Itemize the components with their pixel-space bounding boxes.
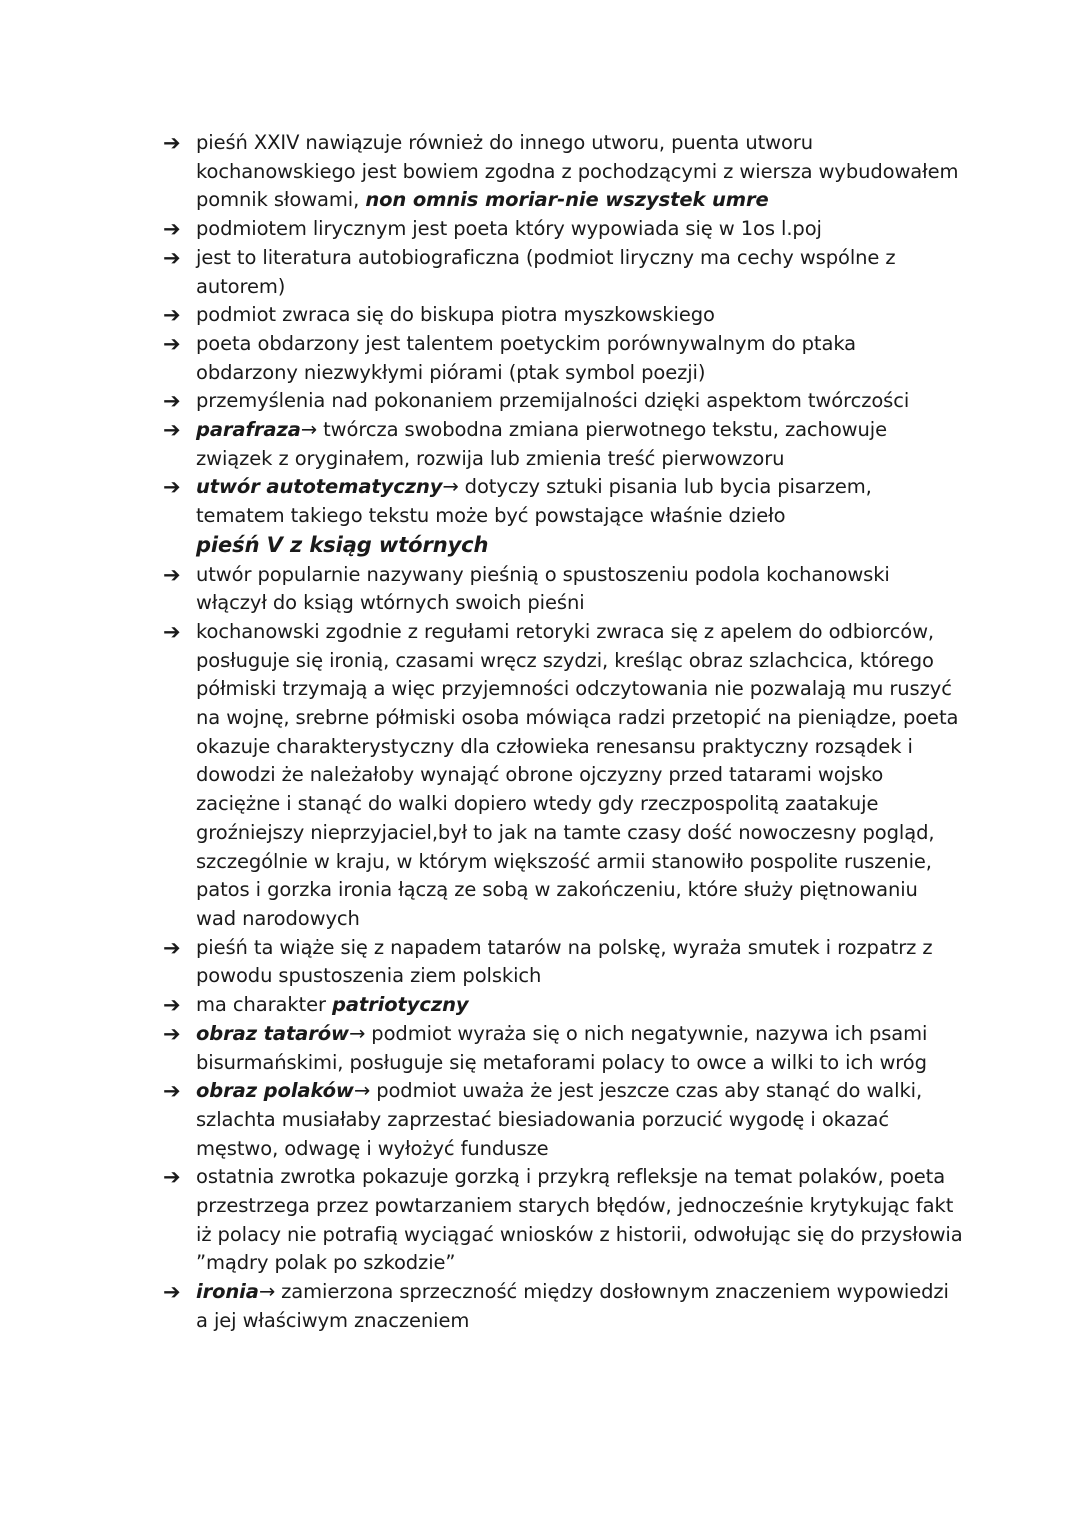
item-text: → podmiot wyraża się o nich negatywnie, nazywa ich psami bisurmańskimi, posługuje się metaforami polacy to owce a wilki to ich wróg bbox=[196, 1021, 928, 1074]
item-text: pieśń ta wiąże się z napadem tatarów na polskę, wyraża smutek i rozpatrz z powodu spustoszenia ziem polskich bbox=[196, 935, 933, 988]
notes-list bbox=[163, 129, 963, 1336]
bullet-item bbox=[163, 618, 963, 934]
arrow-bullet-icon: ➔ bbox=[163, 1021, 181, 1046]
bold-term: utwór autotematyczny bbox=[196, 475, 443, 499]
arrow-bullet-icon: ➔ bbox=[163, 1165, 181, 1190]
item-text: ostatnia zwrotka pokazuje gorzką i przykrą refleksje na temat polaków, poeta przestrzega przez powtarzaniem starych błędów, jednocześnie krytykując fakt iż polacy nie potrafią wyciągać wniosków z historii, odwołując się do przysłowia ”mądry polak po szkodzie” bbox=[196, 1165, 963, 1275]
bold-term: obraz tatarów bbox=[196, 1021, 349, 1045]
bold-term: ironia bbox=[196, 1280, 259, 1304]
item-text: jest to literatura autobiograficzna (podmiot liryczny ma cechy wspólne z autorem) bbox=[196, 245, 896, 298]
item-text: kochanowski zgodnie z regułami retoryki zwraca się z apelem do odbiorców, posługuje się ironią, czasami wręcz szydzi, kreśląc obraz szlachcica, którego półmiski trzymają a więc przyjemności odczytowania nie pozwalają mu ruszyć na wojnę, srebrne półmiski osoba mówiąca radzi przetopić na pieniądze, poeta okazuje charakterystyczny dla człowieka renesansu praktyczny rozsądek i dowodzi że należałoby wynająć obrone ojczyzny przed tatarami wojsko zaciężne i stanąć do walki dopiero wtedy gdy rzeczpospolitą zaatakuje groźniejszy nieprzyjaciel,był to jak na tamte czasy dość nowoczesny pogląd, szczególnie w kraju, w którym większość armii stanowiło pospolite ruszenie, patos i gorzka ironia łączą ze sobą w zakończeniu, które służy piętnowaniu wad narodowych bbox=[196, 619, 959, 930]
item-text: utwór popularnie nazywany pieśnią o spustoszeniu podola kochanowski włączył do ksiąg wtórnych swoich pieśni bbox=[196, 562, 890, 615]
item-text: poeta obdarzony jest talentem poetyckim porównywalnym do ptaka obdarzony niezwykłymi piórami (ptak symbol poezji) bbox=[196, 331, 857, 384]
bullet-item bbox=[163, 129, 963, 215]
arrow-bullet-icon: ➔ bbox=[163, 475, 181, 500]
bullet-item bbox=[163, 330, 963, 387]
bullet-item bbox=[163, 934, 963, 991]
item-text: → twórcza swobodna zmiana pierwotnego tekstu, zachowuje związek z oryginałem, rozwija lub zmienia treść pierwowzoru bbox=[196, 418, 887, 470]
item-text: ma charakter bbox=[196, 993, 332, 1017]
section-heading bbox=[163, 531, 963, 561]
arrow-bullet-icon: ➔ bbox=[163, 1079, 181, 1104]
bullet-item bbox=[163, 244, 963, 301]
arrow-bullet-icon: ➔ bbox=[163, 131, 181, 155]
item-text: → dotyczy sztuki pisania lub bycia pisarzem, tematem takiego tekstu może być powstające właśnie dzieło bbox=[196, 475, 872, 528]
bullet-item bbox=[163, 991, 963, 1020]
item-text: podmiot zwraca się do biskupa piotra myszkowskiego bbox=[196, 303, 715, 327]
bullet-item bbox=[163, 416, 963, 473]
bold-term: parafraza bbox=[196, 418, 301, 442]
arrow-bullet-icon: ➔ bbox=[163, 619, 181, 644]
arrow-bullet-icon: ➔ bbox=[163, 1280, 181, 1305]
arrow-bullet-icon: ➔ bbox=[163, 935, 181, 960]
item-text: → zamierzona sprzeczność między dosłownym znaczeniem wypowiedzi a jej właściwym znaczeniem bbox=[196, 1280, 949, 1332]
arrow-bullet-icon: ➔ bbox=[163, 303, 181, 328]
bullet-item bbox=[163, 561, 963, 618]
arrow-bullet-icon: ➔ bbox=[163, 389, 181, 414]
bullet-item bbox=[163, 387, 963, 416]
arrow-bullet-icon: ➔ bbox=[163, 331, 181, 356]
bold-term: non omnis moriar-nie wszystek umre bbox=[365, 188, 769, 212]
bullet-item bbox=[163, 1077, 963, 1163]
arrow-bullet-icon: ➔ bbox=[163, 562, 181, 587]
arrow-bullet-icon: ➔ bbox=[163, 217, 181, 242]
item-text: przemyślenia nad pokonaniem przemijalności dzięki aspektom twórczości bbox=[196, 389, 910, 413]
arrow-bullet-icon: ➔ bbox=[163, 418, 181, 443]
bold-term: patriotyczny bbox=[332, 993, 469, 1017]
bold-term: obraz polaków bbox=[196, 1079, 354, 1103]
item-text: pieśń XXIV nawiązuje również do innego utworu, puenta utworu kochanowskiego jest bowiem zgodna z pochodzącymi z wiersza wybudowałem pomnik słowami, bbox=[196, 131, 959, 212]
heading-text: pieśń V z ksiąg wtórnych bbox=[196, 532, 489, 557]
arrow-bullet-icon: ➔ bbox=[163, 245, 181, 270]
bullet-item bbox=[163, 1163, 963, 1278]
bullet-item bbox=[163, 1278, 963, 1335]
item-text: → podmiot uważa że jest jeszcze czas aby stanąć do walki, szlachta musiałaby zaprzestać biesiadowania porzucić wygodę i okazać męstwo, odwagę i wyłożyć fundusze bbox=[196, 1079, 923, 1160]
arrow-bullet-icon: ➔ bbox=[163, 993, 181, 1018]
bullet-item bbox=[163, 473, 963, 530]
bullet-item bbox=[163, 301, 963, 330]
item-text: podmiotem lirycznym jest poeta który wypowiada się w 1os l.poj bbox=[196, 217, 822, 241]
bullet-item bbox=[163, 215, 963, 244]
bullet-item bbox=[163, 1020, 963, 1077]
